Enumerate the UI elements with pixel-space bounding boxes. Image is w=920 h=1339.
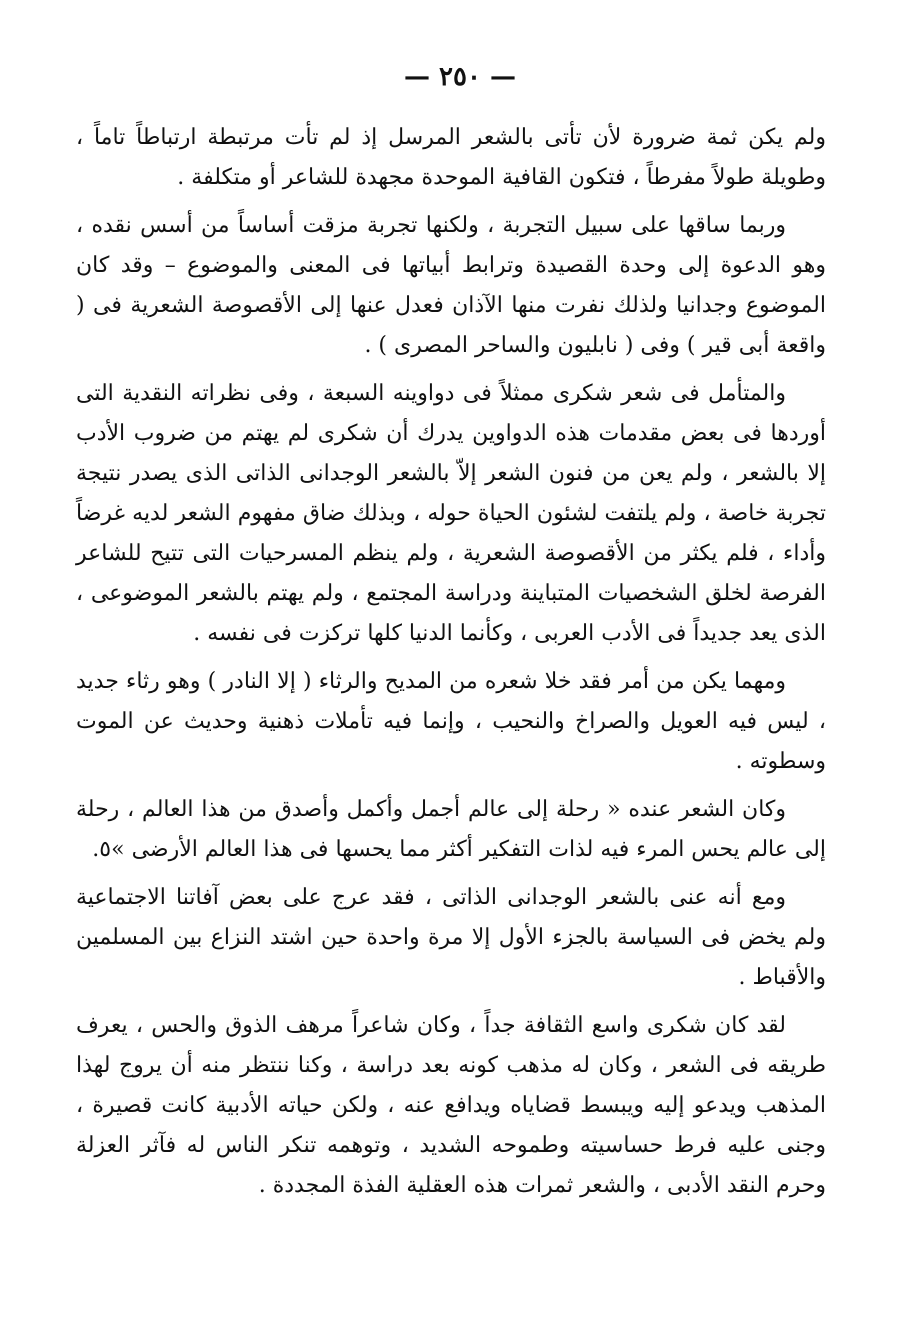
body-text xyxy=(76,118,826,1214)
paragraph-6: ومع أنه عنى بالشعر الوجدانى الذاتى ، فقد عرج على بعض آفاتنا الاجتماعية ولم يخض فى السياسة بالجزء الأول إلا مرة واحدة حين اشتد النزاع بين المسلمين والأقباط . xyxy=(76,885,826,990)
paragraph-5: وكان الشعر عنده « رحلة إلى عالم أجمل وأكمل وأصدق من هذا العالم ، رحلة إلى عالم يحس المرء فيه لذات التفكير أكثر مما يحسها فى هذا العالم الأرضى »٥. xyxy=(76,797,826,862)
paragraph-4: ومهما يكن من أمر فقد خلا شعره من المديح والرثاء ( إلا النادر ) وهو رثاء جديد ، ليس فيه العويل والصراخ والنحيب ، وإنما فيه تأملات ذهنية وحديث عن الموت وسطوته . xyxy=(76,669,826,774)
paragraph-7: لقد كان شكرى واسع الثقافة جداً ، وكان شاعراً مرهف الذوق والحس ، يعرف طريقه فى الشعر ، وكان له مذهب كونه بعد دراسة ، وكنا ننتظر منه أن يروج لهذا المذهب ويدعو إليه ويبسط قضاياه ويدافع عنه ، ولكن حياته الأدبية كانت قصيرة ، وجنى عليه فرط حساسيته وطموحه الشديد ، وتوهمه تنكر الناس له فآثر العزلة وحرم النقد الأدبى ، والشعر ثمرات هذه العقلية الفذة المجددة . xyxy=(76,1013,826,1198)
paragraph-3: والمتأمل فى شعر شكرى ممثلاً فى دواوينه السبعة ، وفى نظراته النقدية التى أوردها فى بعض مقدمات هذه الدواوين يدرك أن شكرى لم يهتم من ضروب الأدب إلا بالشعر ، ولم يعن من فنون الشعر إلاّ بالشعر الوجدانى الذاتى الذى يصدر نتيجة تجربة خاصة ، ولم يلتفت لشئون الحياة حوله ، وبذلك ضاق مفهوم الشعر لديه غرضاً وأداء ، فلم يكثر من الأقصوصة الشعرية ، ولم ينظم المسرحيات التى تتيح للشاعر الفرصة لخلق الشخصيات المتباينة ودراسة المجتمع ، ولم يهتم بالشعر الموضوعى ، الذى يعد جديداً فى الأدب العربى ، وكأنما الدنيا كلها تركزت فى نفسه . xyxy=(76,381,826,646)
paragraph-1: ولم يكن ثمة ضرورة لأن تأتى بالشعر المرسل إذ لم تأت مرتبطة ارتباطاً تاماً ، وطويلة طولاً مفرطاً ، فتكون القافية الموحدة مجهدة للشاعر أو متكلفة . xyxy=(76,125,826,190)
page-number: — ٢٥٠ — xyxy=(403,62,517,92)
paragraph-2: وربما ساقها على سبيل التجربة ، ولكنها تجربة مزقت أساساً من أسس نقده ، وهو الدعوة إلى وحدة القصيدة وترابط أبياتها فى المعنى والموضوع – وقد كان الموضوع وجدانيا ولذلك نفرت منها الآذان فعدل عنها إلى الأقصوصة الشعرية فى ( واقعة أبى قير ) وفى ( نابليون والساحر المصرى ) . xyxy=(76,213,826,358)
